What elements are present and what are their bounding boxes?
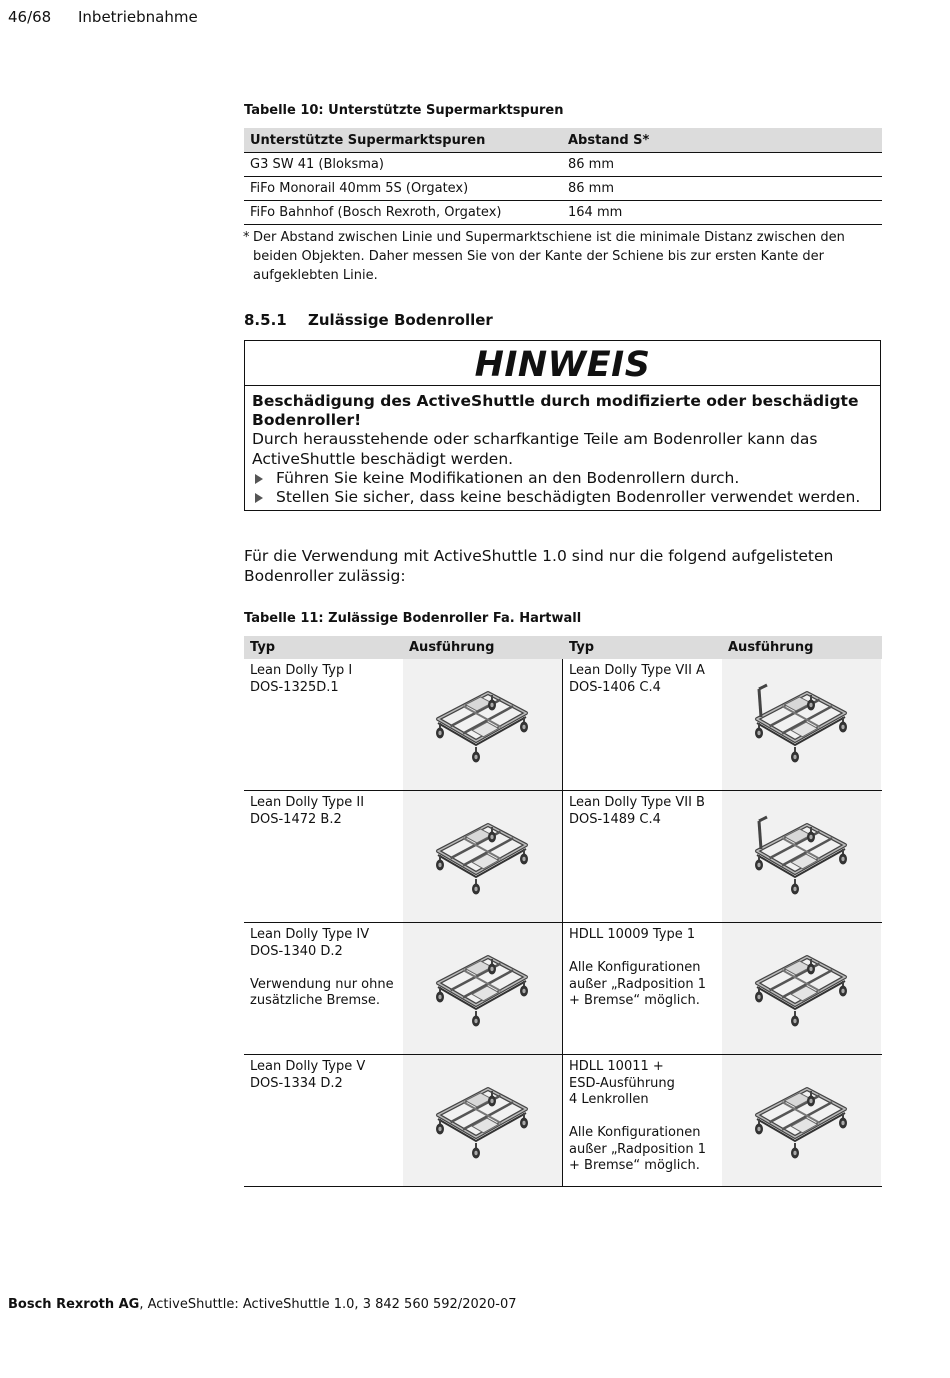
dolly-type-text: Lean Dolly Type VII B DOS-1489 C.4 — [569, 795, 705, 827]
dolly-image — [722, 1055, 881, 1186]
table-cell: FiFo Monorail 40mm 5S (Orgatex) — [244, 177, 562, 201]
table-row — [244, 791, 882, 923]
dolly-cart-icon — [739, 1077, 863, 1165]
page-number: 46/68 — [8, 8, 52, 26]
column-divider — [562, 791, 563, 922]
dolly-type-text: Lean Dolly Typ I DOS-1325D.1 — [250, 663, 353, 695]
dolly-type-text: HDLL 10011 + ESD-Ausführung 4 Lenkrollen Alle Konfigurationen außer „Radposition 1 + Bremse“ möglich. — [569, 1059, 707, 1173]
table-header-cell: Ausführung — [728, 640, 814, 655]
notice-box — [244, 340, 881, 511]
table-header-cell: Abstand S* — [562, 128, 882, 153]
chapter-title: Inbetriebnahme — [78, 8, 198, 26]
dolly-image — [722, 791, 881, 922]
intro-paragraph: Für die Verwendung mit ActiveShuttle 1.0 sind nur die folgend aufgelisteten Bodenroller zulässig: — [244, 547, 834, 585]
table-cell: 164 mm — [562, 201, 882, 225]
table-header-cell: Typ — [250, 640, 276, 655]
table-10-caption: Tabelle 10: Unterstützte Supermarktspuren — [244, 103, 564, 118]
footnote-mark: * — [243, 230, 250, 245]
notice-text: Durch herausstehende oder scharfkantige Teile am Bodenroller kann das ActiveShuttle beschädigt werden. — [252, 430, 818, 468]
triangle-bullet-icon — [255, 493, 263, 503]
triangle-bullet-icon — [255, 474, 263, 484]
table-row — [244, 923, 882, 1055]
notice-bullet-text: Führen Sie keine Modifikationen an den Bodenrollern durch. — [276, 468, 740, 487]
dolly-cart-icon — [739, 813, 863, 901]
notice-title: Beschädigung des ActiveShuttle durch modifizierte oder beschädigte Bodenroller! — [252, 392, 859, 430]
dolly-cart-icon — [420, 1077, 544, 1165]
dolly-cart-icon — [739, 681, 863, 769]
dolly-image — [403, 791, 562, 922]
table-11-caption: Tabelle 11: Zulässige Bodenroller Fa. Hartwall — [244, 611, 582, 626]
section-title: Zulässige Bodenroller — [308, 311, 493, 329]
dolly-image — [722, 659, 881, 790]
dolly-cart-icon — [420, 945, 544, 1033]
dolly-cart-icon — [739, 945, 863, 1033]
table-cell: G3 SW 41 (Bloksma) — [244, 153, 562, 177]
dolly-type-text: Lean Dolly Type II DOS-1472 B.2 — [250, 795, 365, 827]
notice-heading: HINWEIS — [245, 341, 880, 386]
dolly-type-text: Lean Dolly Type IV DOS-1340 D.2 Verwendung nur ohne zusätzliche Bremse. — [250, 927, 394, 1008]
table-header-cell: Typ — [569, 640, 595, 655]
column-divider — [562, 1055, 563, 1186]
table-row — [244, 153, 882, 177]
column-divider — [562, 659, 563, 790]
table-11 — [244, 636, 882, 1187]
dolly-image — [403, 659, 562, 790]
column-divider — [562, 923, 563, 1054]
table-cell: 86 mm — [562, 177, 882, 201]
footer-company: Bosch Rexroth AG — [8, 1297, 140, 1312]
table-header-row — [244, 636, 882, 659]
table-row — [244, 201, 882, 225]
notice-bullet — [252, 488, 873, 507]
dolly-type-text: Lean Dolly Type V DOS-1334 D.2 — [250, 1059, 366, 1091]
notice-body — [245, 386, 880, 507]
table-10-footnote — [243, 228, 883, 285]
table-cell: FiFo Bahnhof (Bosch Rexroth, Orgatex) — [244, 201, 562, 225]
table-row — [244, 1055, 882, 1187]
table-cell: 86 mm — [562, 153, 882, 177]
table-header-cell: Ausführung — [409, 640, 495, 655]
notice-bullet — [252, 469, 873, 488]
dolly-image — [722, 923, 881, 1054]
footer — [8, 1297, 517, 1312]
dolly-image — [403, 1055, 562, 1186]
dolly-cart-icon — [420, 813, 544, 901]
dolly-type-text: HDLL 10009 Type 1 Alle Konfigurationen außer „Radposition 1 + Bremse“ möglich. — [569, 927, 707, 1008]
table-row — [244, 659, 882, 791]
notice-bullet-text: Stellen Sie sicher, dass keine beschädigten Bodenroller verwendet werden. — [276, 488, 861, 507]
table-header-row — [244, 128, 882, 153]
footnote-text: Der Abstand zwischen Linie und Supermarktschiene ist die minimale Distanz zwischen den beiden Objekten. Daher messen Sie von der Kante der Schiene bis zur ersten Kante der aufgeklebten Linie. — [253, 230, 845, 283]
dolly-cart-icon — [420, 681, 544, 769]
dolly-image — [403, 923, 562, 1054]
table-row — [244, 177, 882, 201]
table-10 — [244, 128, 882, 225]
footer-text: , ActiveShuttle: ActiveShuttle 1.0, 3 842 560 592/2020-07 — [139, 1297, 517, 1312]
table-header-cell: Unterstützte Supermarktspuren — [244, 128, 562, 153]
dolly-type-text: Lean Dolly Type VII A DOS-1406 C.4 — [569, 663, 705, 695]
section-number: 8.5.1 — [244, 311, 287, 329]
